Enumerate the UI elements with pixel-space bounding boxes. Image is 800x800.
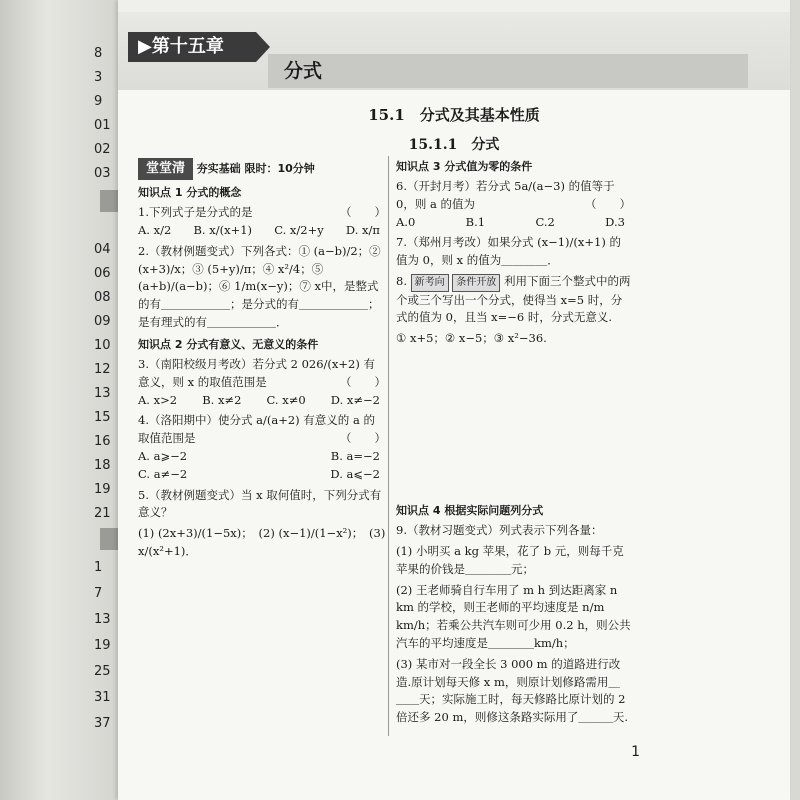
question-number: 8. [396, 274, 407, 289]
margin-number: 06 [94, 266, 111, 281]
margin-number: 04 [94, 242, 111, 257]
chapter-header [118, 12, 790, 90]
section-title: 15.1 分式及其基本性质 [368, 106, 540, 124]
practice-tag: 堂堂清 [138, 158, 193, 180]
question-5: 5.（教材例题变式）当 x 取何值时，下列分式有意义？ [138, 487, 382, 520]
margin-number: 19 [94, 638, 111, 653]
previous-page-edge [0, 0, 118, 800]
question-9: 9.（教材习题变式）列式表示下列各量： [396, 523, 603, 538]
practice-header-text: 夯实基础 限时：10分钟 [196, 162, 315, 175]
margin-number: 12 [94, 362, 111, 377]
margin-number: 8 [94, 46, 103, 61]
option: B. a=−2 [330, 448, 380, 463]
question-3-options [138, 392, 386, 410]
knowledge-point-2: 知识点 2 分式有意义、无意义的条件 [138, 337, 319, 351]
new-trend-badge: 新考向 [411, 274, 449, 292]
question-1-options [138, 222, 386, 240]
question-9-part-2: (2) 王老师骑自行车用了 m h 到达距离家 n km 的学校，则王老师的平均速度是 n/m km/h；若乘公共汽车则可少用 0.2 h，则公共汽车的平均速度是＿＿＿＿km/h； [396, 582, 631, 650]
left-column [138, 158, 386, 561]
margin-number: 21 [94, 506, 111, 521]
question-9-part-3: (3) 某市对一段全长 3 000 m 的道路进行改造.原计划每天修 x m，则原计划修路需用＿＿＿天；实际施工时，每天修路比原计划的 2 倍还多 20 m，则修这条路实际用了＿＿＿天. [396, 656, 629, 725]
question-2: 2.（教材例题变式）下列各式：① (a−b)/2；② (x+3)/x；③ (5+y)/π；④ x²/4；⑤ (a+b)/(a−b)；⑥ 1/m(x−y)；⑦ x中，是整式的有＿＿＿＿＿＿；是分式的有＿＿＿＿＿＿；是有理式的有＿＿＿＿＿＿． [138, 243, 381, 330]
option: D. a⩽−2 [330, 466, 380, 481]
option: C. x≠0 [266, 392, 306, 407]
open-condition-badge: 条件开放 [452, 274, 500, 292]
margin-number: 7 [94, 586, 103, 601]
option: D.3 [605, 214, 625, 229]
edge-shade [100, 528, 118, 550]
column-divider [388, 156, 389, 736]
knowledge-point-3: 知识点 3 分式值为零的条件 [396, 160, 533, 173]
margin-number: 13 [94, 612, 111, 627]
margin-number: 3 [94, 70, 103, 85]
option: A. a⩾−2 [138, 448, 188, 463]
margin-number: 37 [94, 716, 111, 731]
practice-header [138, 158, 386, 180]
option: A.0 [396, 214, 416, 229]
margin-number: 1 [94, 560, 103, 575]
question-8-items: ① x+5；② x−5；③ x²−36. [396, 331, 547, 346]
page-top-edge [118, 0, 790, 12]
question-6-options [396, 214, 631, 232]
question-text: 4.（洛阳期中）使分式 a/(a+2) 有意义的 a 的取值范围是 [138, 413, 375, 446]
margin-number: 13 [94, 386, 111, 401]
question-4-options-row2 [138, 466, 386, 484]
margin-number: 16 [94, 434, 111, 449]
question-9-part-1: (1) 小明买 a kg 苹果，花了 b 元，则每千克苹果的价钱是＿＿＿＿元； [396, 543, 624, 576]
answer-bracket: （ ） [340, 374, 386, 389]
question-4-options [138, 448, 386, 466]
margin-number: 31 [94, 690, 111, 705]
question-5-items: (1) (2x+3)/(1−5x)； (2) (x−1)/(1−x²)； (3) x/(x²+1)． [138, 526, 386, 559]
option: B.1 [465, 214, 486, 229]
question-text: 3.（南阳校级月考改）若分式 2 026/(x+2) 有意义，则 x 的取值范围是 [138, 356, 375, 389]
option: D. x≠−2 [330, 392, 380, 407]
question-8 [396, 273, 631, 327]
margin-number: 25 [94, 664, 111, 679]
option: A. x/2 [138, 223, 172, 237]
question-3 [138, 356, 386, 392]
right-column [396, 158, 631, 727]
margin-number: 9 [94, 94, 103, 109]
margin-number: 01 [94, 118, 111, 133]
knowledge-point-1: 知识点 1 分式的概念 [138, 186, 242, 200]
subsection-title: 15.1.1 分式 [408, 137, 500, 153]
option: B. x≠2 [202, 392, 242, 407]
edge-shade [100, 190, 118, 212]
answer-bracket: （ ） [585, 196, 631, 211]
answer-space [396, 348, 631, 498]
chapter-label: ▶第十五章 [128, 32, 256, 62]
margin-number: 18 [94, 458, 111, 473]
option: A. x>2 [138, 392, 178, 407]
question-text: 1.下列式子是分式的是 [138, 205, 253, 220]
question-text: 6.（开封月考）若分式 5a/(a−3) 的值等于 0，则 a 的值为 [396, 179, 615, 211]
option: D. x/π [345, 223, 380, 237]
margin-number: 03 [94, 166, 111, 181]
option: C. a≠−2 [138, 466, 188, 481]
option: C.2 [535, 214, 555, 229]
option: B. x/(x+1) [193, 223, 253, 237]
workbook-page [118, 0, 790, 800]
question-1 [138, 204, 386, 222]
knowledge-point-4: 知识点 4 根据实际问题列分式 [396, 504, 544, 518]
margin-number: 09 [94, 314, 111, 329]
question-4 [138, 412, 386, 448]
answer-bracket: （ ） [340, 431, 386, 446]
question-7: 7.（郑州月考改）如果分式 (x−1)/(x+1) 的值为 0，则 x 的值为＿＿＿＿． [396, 235, 621, 268]
answer-bracket: （ ） [340, 205, 386, 220]
page-number: 1 [631, 744, 640, 760]
margin-number: 02 [94, 142, 111, 157]
question-6 [396, 178, 631, 214]
option: C. x/2+y [274, 223, 324, 237]
margin-number: 08 [94, 290, 111, 305]
chapter-title: 分式 [268, 54, 748, 88]
margin-number: 10 [94, 338, 111, 353]
margin-number: 19 [94, 482, 111, 497]
margin-number: 15 [94, 410, 111, 425]
question-text: 利用下面三个整式中的两个或三个写出一个分式，使得当 x=5 时，分式的值为 0，且当 x=−6 时，分式无意义. [396, 274, 631, 325]
